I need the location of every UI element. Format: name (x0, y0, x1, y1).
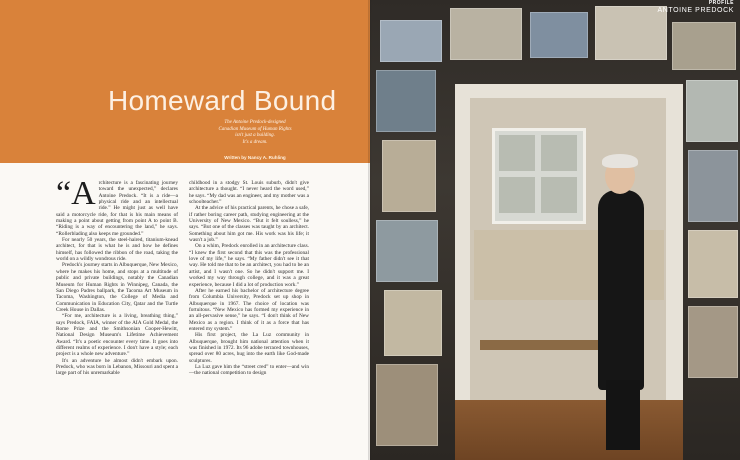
body-column-2 (189, 180, 309, 377)
pinned-print (595, 6, 667, 60)
pinned-print (688, 150, 738, 222)
article-byline: Written by Nancy A. Ruhling (224, 155, 286, 160)
architect-legs (606, 380, 640, 450)
section-kicker: PROFILE (708, 0, 734, 6)
article-dek (160, 120, 350, 146)
dek-line: It's a dream. (242, 139, 268, 145)
section-label (657, 0, 734, 15)
paragraph-text: rchitecture is a fascinating journey toward the unexpected,” declares Antoine Predock. “It is a ride—a physical ride and an intellectual ride.” He might just as well have said a motorcycle ride, for that is his main means of making a point about getting from point A to point B. “Riding is a way of encountering the land,” he says. “Rollerblading also keeps me grounded.” (56, 180, 178, 237)
paragraph: childhood in a stodgy St. Louis suburb, didn't give architecture a thought. “I never heard the word used,” he says. “My dad was an engineer, and my mother was a schoolteacher.” (189, 180, 309, 206)
pinned-print (380, 20, 442, 62)
wood-floor (455, 400, 683, 460)
paragraph: On a whim, Predock enrolled in an architecture class. “I knew the first second that this was the professional love of my life,” he says. “My father didn't see it that way. He told me that to be an architect, you had to be an artist, and I wasn't one. So he didn't support me. I worked my way through college, and it was a great experience, because I did a lot of production work.” (189, 243, 309, 288)
pinned-print (530, 12, 588, 58)
paragraph: La Luz gave him the “street cred” to enter—and win—the national competition to design (189, 363, 309, 377)
pinned-print (376, 70, 436, 132)
pinned-print (688, 230, 738, 298)
pinned-print (450, 8, 522, 60)
paragraph: For nearly 50 years, the steel-haired, titanium-knead architect, for that is what he is and how he defines himself, has followed the ribbon of the road, taking the world on a wildly wondrous ride. (56, 237, 178, 263)
body-column-1 (56, 175, 178, 377)
paragraph (56, 175, 178, 237)
pinned-print (686, 80, 738, 142)
pinned-print (376, 364, 438, 446)
paragraph: Predock's journey starts in Albuquerque, New Mexico, where he makes his home, and stops at a multitude of public and private buildings, notably the Canadian Museum for Human Rights in Winnipeg, Canada, the San Diego Padres ballpark, the Tacoma Art Museum in Tacoma, Washington, the College of Media and Communication in Education City, Qatar and the Turtle Creek House in Dallas. (56, 262, 178, 313)
pinned-print (672, 22, 736, 70)
paragraph: His first project, the La Luz community in Albuquerque, brought him national attention when it was finished in 1972. Its 96 adobe terraced townhouses, spread over 80 acres, hug into the earth like God-made sculptures. (189, 332, 309, 364)
portrait-photo (370, 0, 740, 460)
pinned-print (688, 306, 738, 378)
pinned-print (376, 220, 438, 282)
dek-line: Canadian Museum of Human Rights (218, 126, 292, 132)
paragraph: “For me, architecture is a living, breathing thing,” says Predock, FAIA, winner of the AIA Gold Medal, the Rome Prize and the Smithsonian Cooper-Hewitt, National Design Museum's Lifetime Achievement Award. “It's a poetic encounter every time. It goes into different realms of experience. I don't have a style; each project is a whole new adventure.” (56, 313, 178, 358)
drop-cap: “A (56, 175, 96, 212)
article-title: Homeward Bound (108, 85, 337, 116)
architect-hair (602, 154, 638, 168)
dek-line: isn't just a building. (235, 133, 275, 139)
paragraph: After he earned his bachelor of architecture degree from Columbia University, Predock set up shop in Albuquerque in 1967. The choice of location was fortuitous. “New Mexico has formed my experience in an all-pervasive sense,” he says. “I don't think of New Mexico as a region. I think of it as a force that has entered my system.” (189, 287, 309, 332)
pinned-print (382, 140, 436, 212)
paragraph: It's an adventure he almost didn't embark upon. Predock, who was born in Lebanon, Missouri and spent a large part of his unremarkable (56, 357, 178, 377)
section-name: ANTOINE PREDOCK (657, 7, 734, 14)
page-gutter (368, 0, 372, 460)
orange-title-banner (0, 0, 370, 163)
architect-figure (598, 190, 644, 390)
studio-window (492, 128, 586, 224)
paragraph: At the advice of his practical parents, he chose a safe, if rather boring career path, studying engineering at the University of New Mexico. “But it felt soulless,” he says. “But one of the classes was taught by an architect. Something about him got me. His work was his life; it wasn't a job.” (189, 205, 309, 244)
pinned-print (384, 290, 442, 356)
dek-line: The Antoine Predock-designed (224, 120, 286, 125)
